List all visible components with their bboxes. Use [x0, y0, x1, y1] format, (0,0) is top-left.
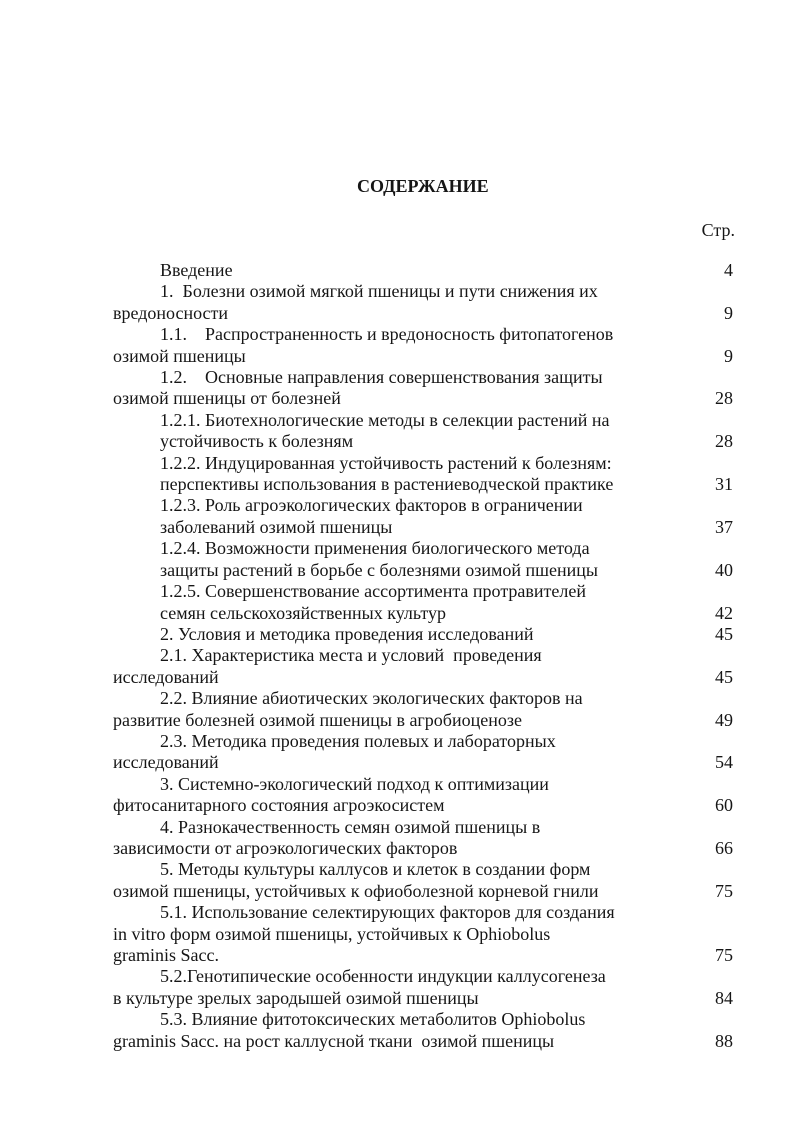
page-number: 75 [715, 880, 733, 901]
toc-entry [113, 367, 733, 410]
toc-entry [113, 453, 733, 496]
toc-line-text: 5.3. Влияние фитотоксических метаболитов Ophiobolus [160, 1009, 586, 1030]
page-number: 9 [724, 345, 733, 366]
toc-entry [113, 774, 733, 817]
toc-line [113, 966, 733, 987]
toc-line-text: 1.2.4. Возможности применения биологического метода [160, 538, 590, 559]
toc-entry [113, 538, 733, 581]
toc-line [113, 538, 733, 559]
page-number: 60 [715, 795, 733, 816]
toc-line [113, 924, 733, 945]
toc-line [113, 859, 733, 880]
toc-line [113, 817, 733, 838]
page-number: 31 [715, 474, 733, 495]
toc-line [113, 710, 733, 731]
toc-line-text: семян сельскохозяйственных культур [160, 602, 447, 623]
toc-line-text: 1.2.2. Индуцированная устойчивость растений к болезням: [160, 452, 612, 473]
toc-line-text: graminis Sacc. [113, 945, 219, 965]
page-column-label: Стр. [701, 220, 735, 240]
toc-entry [113, 495, 733, 538]
toc-line-text: озимой пшеницы от болезней [113, 388, 341, 409]
toc-entry [113, 688, 733, 731]
toc-line-text: graminis Sacc. на рост каллусной ткани озимой пшеницы [113, 1030, 555, 1051]
toc-line [113, 281, 733, 302]
page-number: 45 [715, 666, 733, 687]
toc-line-text: устойчивость к болезням [160, 431, 354, 452]
toc-line [113, 752, 733, 773]
toc-line [113, 645, 733, 666]
toc-line-text: вредоносности [113, 302, 229, 323]
toc-line-text: фитосанитарного состояния агроэкосистем [113, 795, 445, 816]
page-number: 40 [715, 559, 733, 580]
toc-entry [113, 410, 733, 453]
toc-line-text: 1. Болезни озимой мягкой пшеницы и пути снижения их [160, 281, 598, 302]
page-number: 28 [715, 388, 733, 409]
toc-line-text: в культуре зрелых зародышей озимой пшеницы [113, 987, 479, 1008]
toc-line-text: Введение [160, 260, 233, 280]
toc-line-text: in vitro форм озимой пшеницы, устойчивых к Ophiobolus [113, 923, 551, 944]
page-number: 54 [715, 752, 733, 773]
toc-line [113, 260, 733, 281]
toc-entry [113, 859, 733, 902]
toc-line [113, 902, 733, 923]
toc-line [113, 367, 733, 388]
toc-entry [113, 281, 733, 324]
toc-line [113, 731, 733, 752]
toc-line-text: 1.2.5. Совершенствование ассортимента протравителей [160, 581, 586, 602]
toc-line [113, 603, 733, 624]
toc-line [113, 517, 733, 538]
toc-line-text: 2. Условия и методика проведения исследований [160, 623, 534, 644]
toc-line [113, 838, 733, 859]
toc-line [113, 453, 733, 474]
toc-line [113, 881, 733, 902]
page-number: 45 [715, 623, 733, 644]
toc-line-text: 5. Методы культуры каллусов и клеток в создании форм [160, 859, 591, 880]
toc-line-text: 5.1. Использование селектирующих факторов для создания [160, 902, 615, 923]
toc-line-text: 4. Разнокачественность семян озимой пшеницы в [160, 816, 541, 837]
page-number: 4 [724, 260, 733, 280]
page-number: 88 [715, 1030, 733, 1051]
toc-line [113, 624, 733, 645]
toc-line [113, 324, 733, 345]
toc-entry [113, 581, 733, 624]
toc-entry [113, 966, 733, 1009]
toc-line [113, 431, 733, 452]
toc-line [113, 945, 733, 966]
toc-entry [113, 1009, 733, 1052]
toc-line [113, 410, 733, 431]
toc-entry [113, 260, 733, 281]
toc-entry [113, 324, 733, 367]
toc-line-text: 1.2.1. Биотехнологические методы в селекции растений на [160, 409, 610, 430]
page-number: 28 [715, 431, 733, 452]
page-number: 84 [715, 987, 733, 1008]
toc-line [113, 303, 733, 324]
page-number: 66 [715, 837, 733, 858]
toc-line-text: 2.3. Методика проведения полевых и лабораторных [160, 730, 556, 751]
toc-line-text: 2.1. Характеристика места и условий проведения [160, 645, 542, 666]
toc-line-text: исследований [113, 666, 219, 687]
page-title: СОДЕРЖАНИЕ [357, 176, 489, 196]
table-of-contents [113, 260, 733, 1052]
toc-line [113, 774, 733, 795]
toc-entry [113, 902, 733, 966]
toc-line-text: заболеваний озимой пшеницы [160, 516, 393, 537]
toc-line [113, 1031, 733, 1052]
toc-line-text: 2.2. Влияние абиотических экологических факторов на [160, 688, 583, 709]
toc-line [113, 581, 733, 602]
toc-line [113, 667, 733, 688]
page-number: 9 [724, 302, 733, 323]
toc-line-text: озимой пшеницы [113, 345, 246, 366]
toc-line-text: защиты растений в борьбе с болезнями озимой пшеницы [160, 559, 598, 580]
toc-line-text: 1.1. Распространенность и вредоносность фитопатогенов [160, 324, 614, 345]
page-number: 37 [715, 516, 733, 537]
toc-entry [113, 817, 733, 860]
toc-line-text: 3. Системно-экологический подход к оптимизации [160, 773, 549, 794]
toc-line [113, 688, 733, 709]
toc-line [113, 388, 733, 409]
page-number: 75 [715, 945, 733, 965]
toc-entry [113, 731, 733, 774]
toc-line-text: зависимости от агроэкологических факторов [113, 837, 458, 858]
toc-line [113, 560, 733, 581]
toc-entry [113, 624, 733, 645]
toc-line-text: перспективы использования в растениеводческой практике [160, 474, 614, 495]
toc-line-text: 1.2. Основные направления совершенствования защиты [160, 367, 603, 388]
toc-line [113, 1009, 733, 1030]
toc-line [113, 495, 733, 516]
page-number: 49 [715, 709, 733, 730]
toc-line-text: озимой пшеницы, устойчивых к офиоболезной корневой гнили [113, 880, 599, 901]
toc-line [113, 988, 733, 1009]
toc-line [113, 346, 733, 367]
toc-line [113, 795, 733, 816]
page-number: 42 [715, 602, 733, 623]
toc-entry [113, 645, 733, 688]
toc-line [113, 474, 733, 495]
toc-line-text: 5.2.Генотипические особенности индукции каллусогенеза [160, 966, 606, 987]
toc-line-text: исследований [113, 752, 219, 773]
toc-line-text: 1.2.3. Роль агроэкологических факторов в ограничении [160, 495, 583, 516]
toc-line-text: развитие болезней озимой пшеницы в агробиоценозе [113, 709, 522, 730]
